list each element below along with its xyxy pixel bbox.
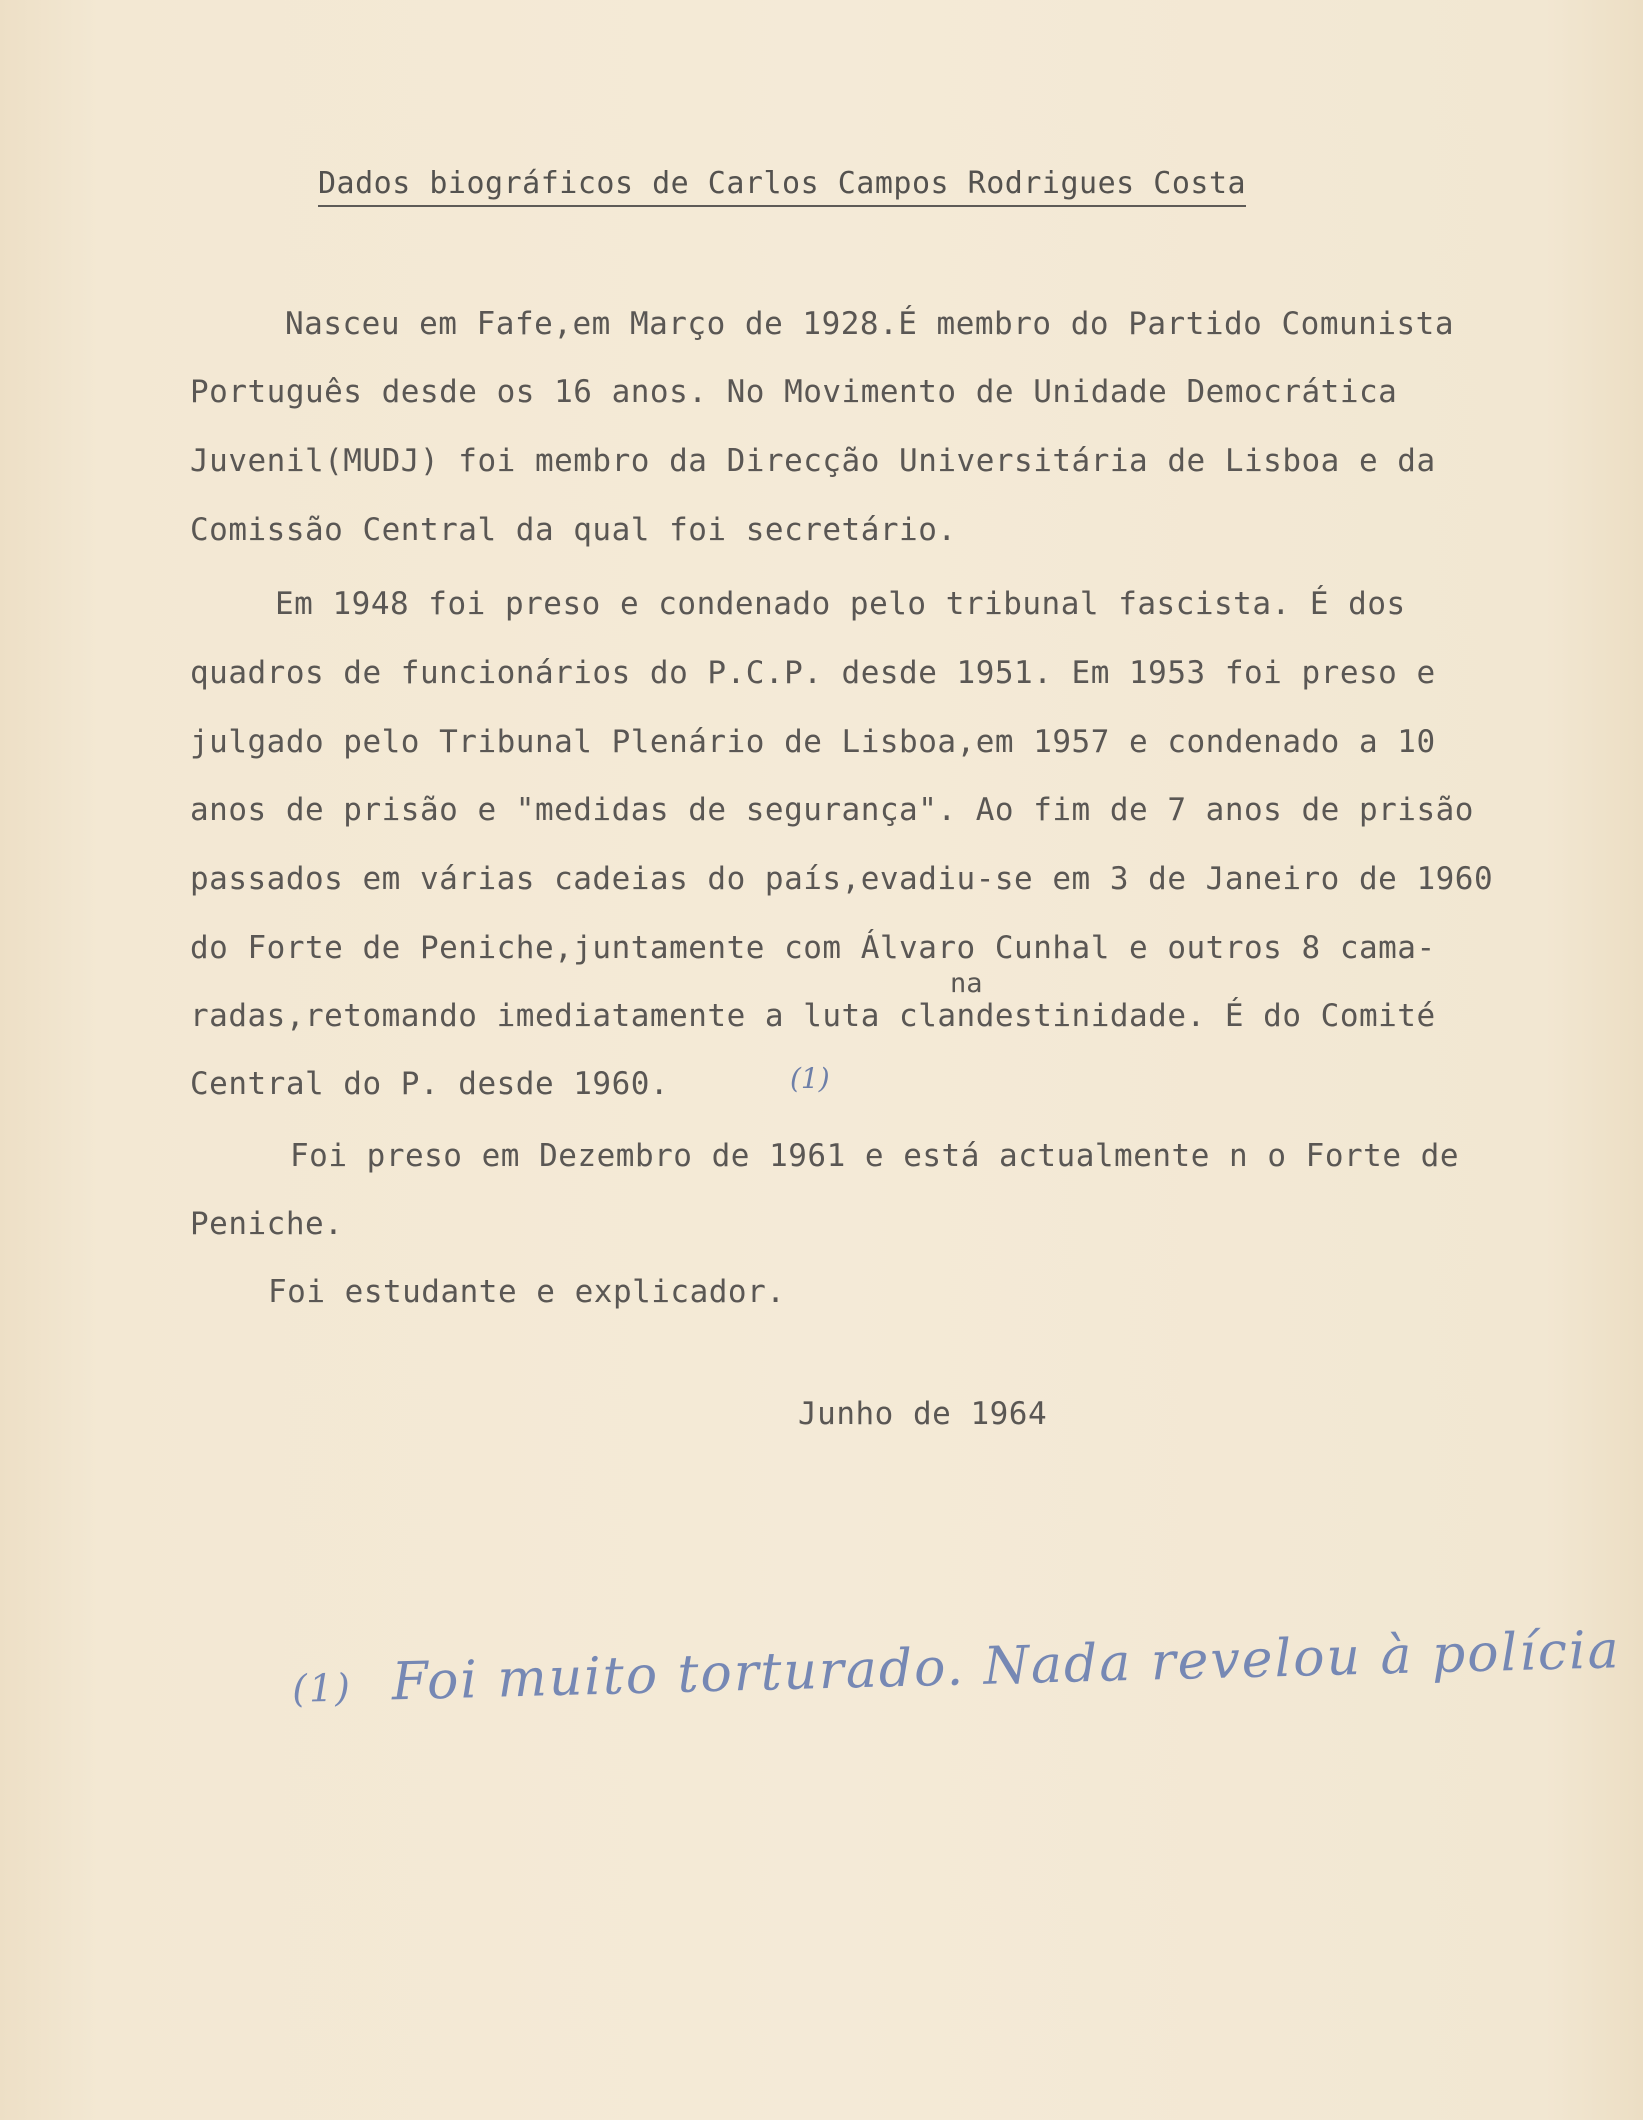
handwritten-footnote-marker: (1)	[291, 1665, 353, 1711]
typed-insertion: na	[950, 968, 983, 999]
text-line: Foi estudante e explicador.	[268, 1274, 786, 1310]
text-line: do Forte de Peniche,juntamente com Álvaro Cunhal e outros 8 cama-	[190, 930, 1436, 966]
text-line: Central do P. desde 1960.	[190, 1066, 670, 1102]
text-line: radas,retomando imediatamente a luta clandestinidade. É do Comité	[190, 998, 1436, 1034]
text-line: Português desde os 16 anos. No Movimento de Unidade Democrática	[190, 374, 1398, 410]
text-line: Comissão Central da qual foi secretário.	[190, 512, 957, 548]
text-line: Juvenil(MUDJ) foi membro da Direcção Universitária de Lisboa e da	[190, 443, 1436, 479]
text-line: Peniche.	[190, 1206, 344, 1242]
text-line: quadros de funcionários do P.C.P. desde 1951. Em 1953 foi preso e	[190, 655, 1436, 691]
text-line: passados em várias cadeias do país,evadiu-se em 3 de Janeiro de 1960	[190, 861, 1494, 897]
handwritten-footnote-text: Foi muito torturado. Nada revelou à polícia	[391, 1620, 1622, 1713]
footnote-reference: (1)	[790, 1062, 830, 1095]
text-line: Em 1948 foi preso e condenado pelo tribunal fascista. É dos	[275, 586, 1406, 622]
text-line: julgado pelo Tribunal Plenário de Lisboa,em 1957 e condenado a 10	[190, 724, 1436, 760]
text-line: anos de prisão e "medidas de segurança". Ao fim de 7 anos de prisão	[190, 792, 1474, 828]
handwritten-footnote	[291, 1620, 1621, 1715]
text-line: Nasceu em Fafe,em Março de 1928.É membro do Partido Comunista	[285, 306, 1454, 342]
document-date: Junho de 1964	[798, 1396, 1048, 1432]
document-title: Dados biográficos de Carlos Campos Rodrigues Costa	[318, 166, 1246, 207]
text-line: Foi preso em Dezembro de 1961 e está actualmente n o Forte de	[290, 1138, 1459, 1174]
